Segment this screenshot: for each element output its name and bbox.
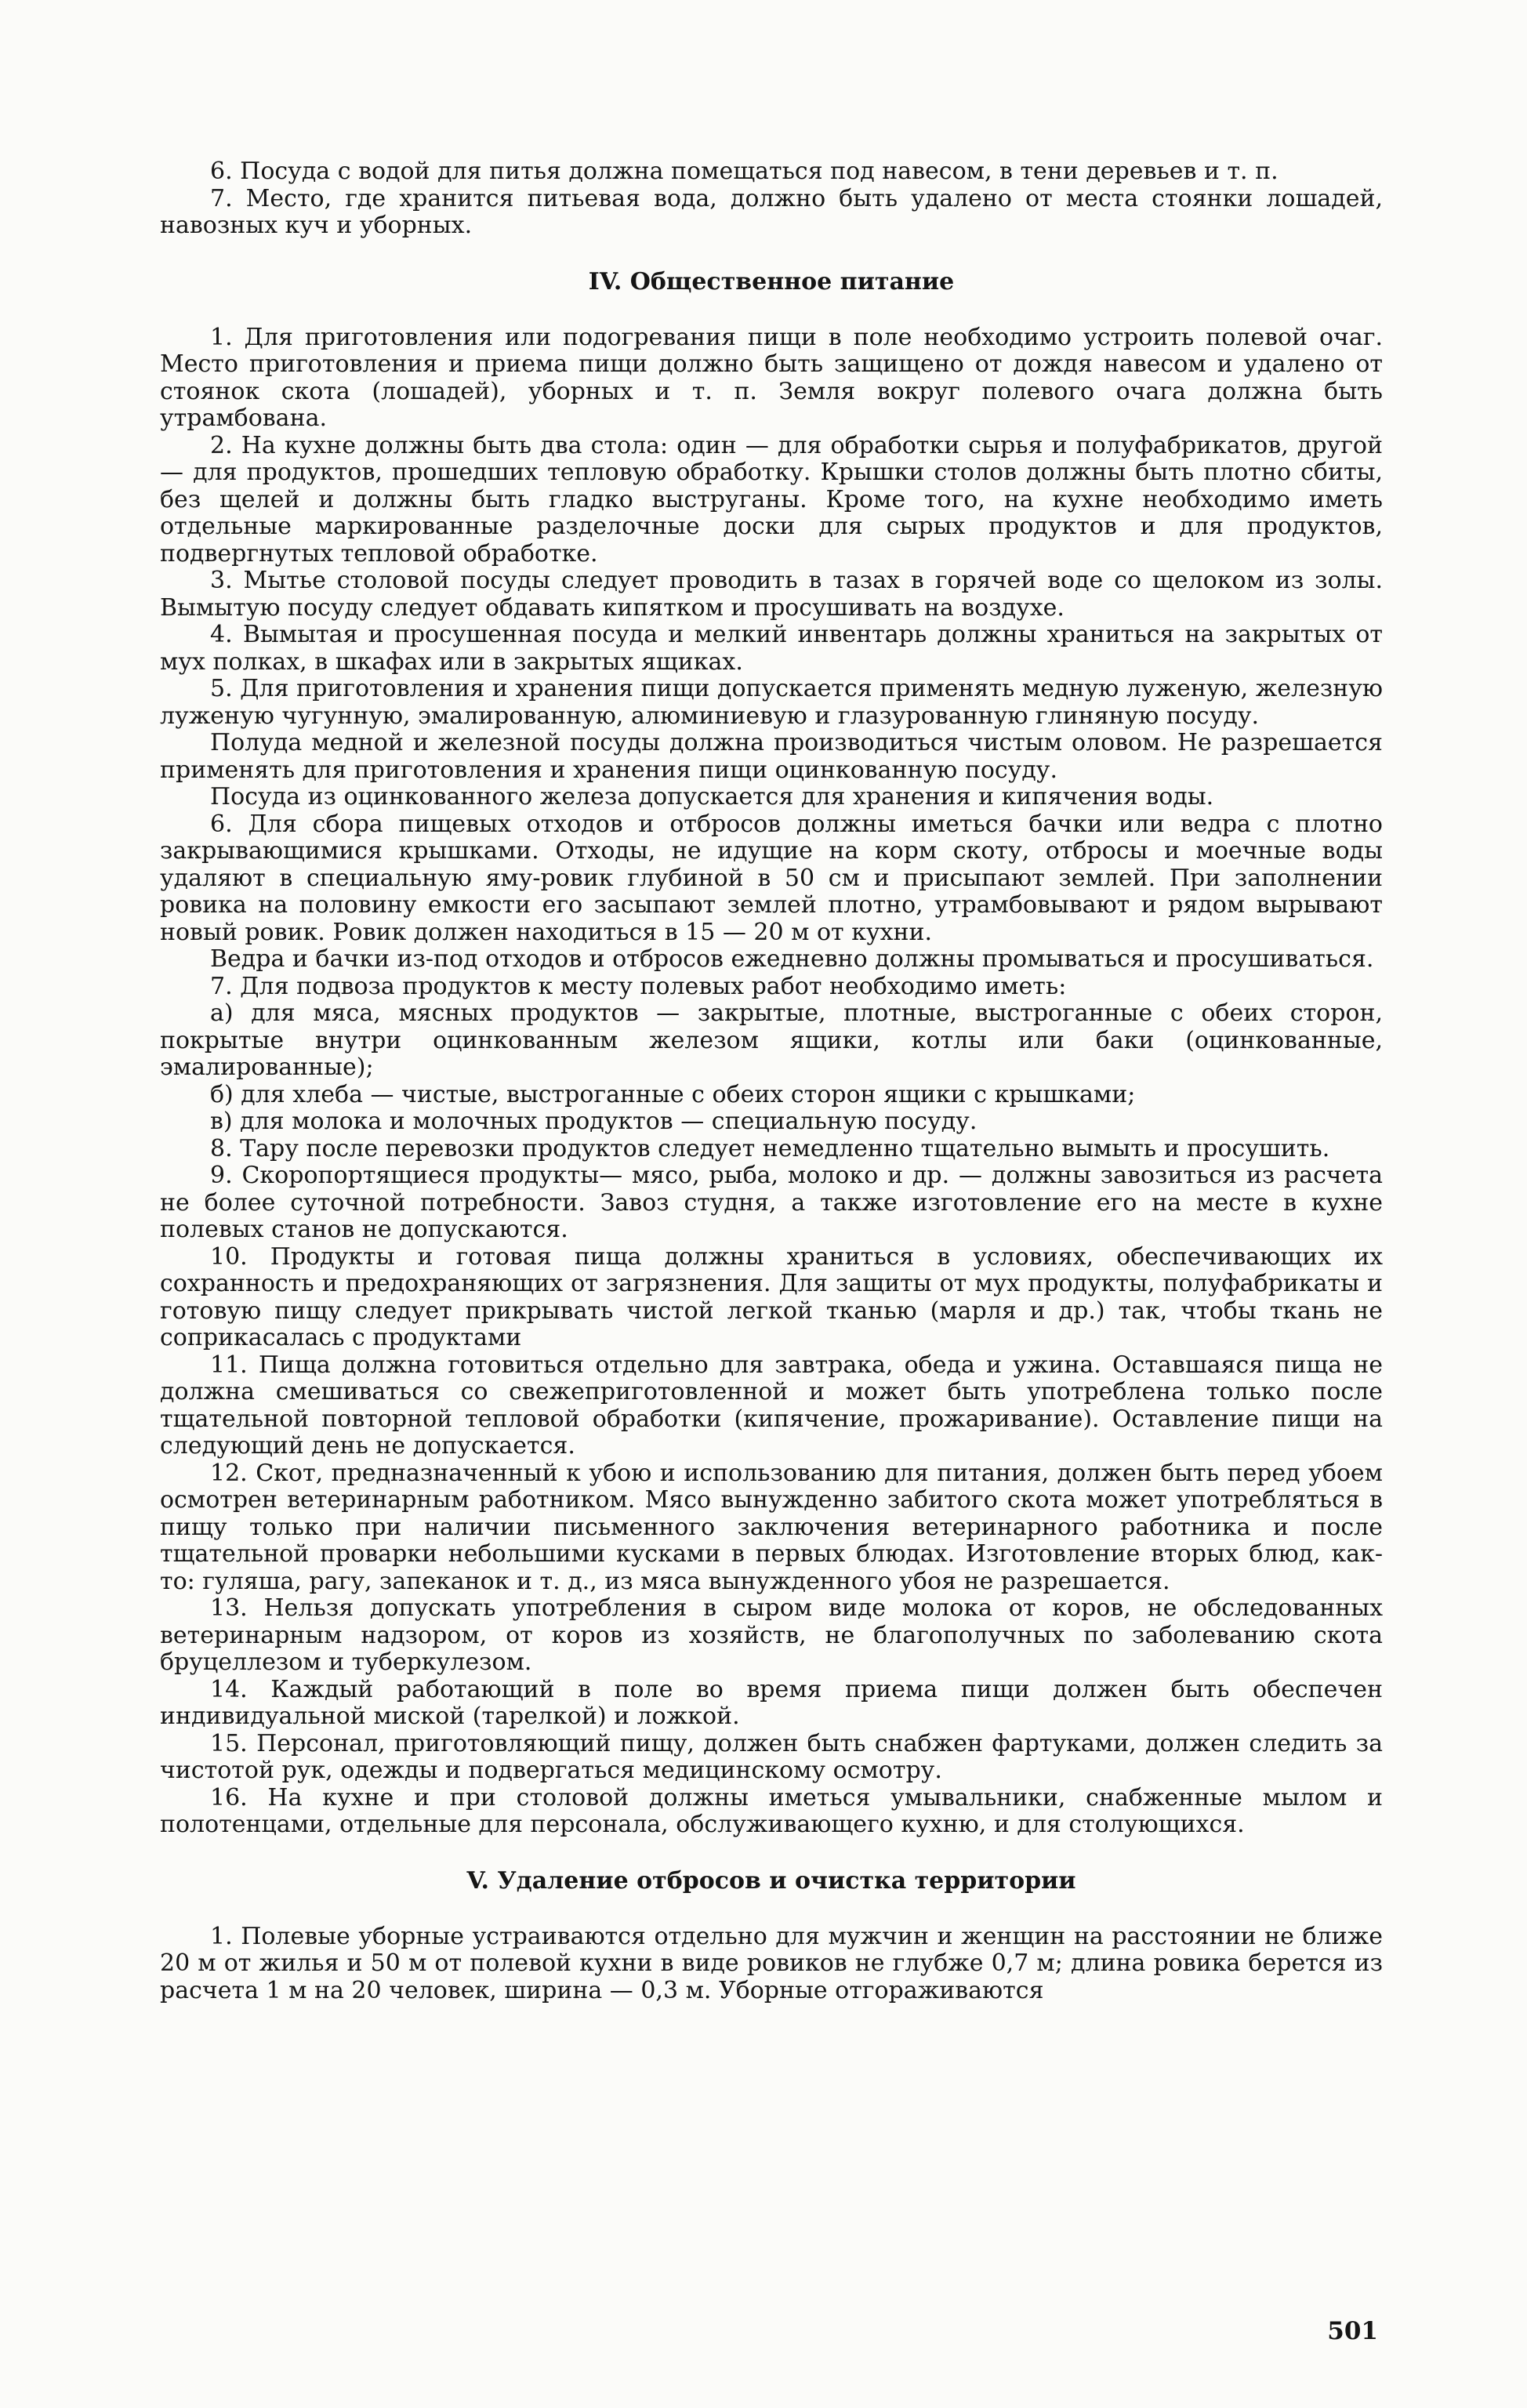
- paragraph: 8. Тару после перевозки продуктов следует немедленно тщательно вымыть и просушить.: [210, 1134, 1330, 1162]
- section-5-title: V. Удаление отбросов и очистка территории: [466, 1866, 1076, 1895]
- paragraph: 5. Для приготовления и хранения пищи допускается применять медную луженую, железную луженую чугунную, эмалированную, алюминиевую и глазурованную глиняную посуду.: [160, 675, 1383, 730]
- paragraph: 10. Продукты и готовая пища должны храниться в условиях, обеспечивающих их сохранность и предохраняющих от загрязнения. Для защиты от мух продукты, полуфабрикаты и готовую пищу следует прикрывать чистой легкой тканью (марля и др.) так, чтобы ткань не соприкасалась с продуктами: [160, 1242, 1383, 1351]
- section-5-body: [160, 1924, 1383, 2005]
- paragraph: Ведра и бачки из-под отходов и отбросов ежедневно должны промываться и просушиваться.: [210, 945, 1374, 973]
- paragraph: 12. Скот, предназначенный к убою и использованию для питания, должен быть перед убоем осмотрен ветеринарным работником. Мясо вынужденно забитого скота может употребляться в пищу только при наличии письменного заключения ветеринарного работника и после тщательной проварки небольшими кусками в первых блюдах. Изготовление вторых блюд, как-то: гуляша, рагу, запеканок и т. д., из мяса вынужденного убоя не разрешается.: [160, 1459, 1383, 1595]
- paragraph: 11. Пища должна готовиться отдельно для завтрака, обеда и ужина. Оставшаяся пища не должна смешиваться со свежеприготовленной и может быть употреблена только после тщательной повторной тепловой обработки (кипячение, прожаривание). Оставление пищи на следующий день не допускается.: [160, 1351, 1383, 1460]
- paragraph: 6. Посуда с водой для питья должна помещаться под навесом, в тени деревьев и т. п.: [210, 158, 1279, 185]
- intro-block: [160, 158, 1383, 240]
- paragraph: Посуда из оцинкованного железа допускается для хранения и кипячения воды.: [210, 783, 1214, 811]
- paragraph: 14. Каждый работающий в поле во время приема пищи должен быть обеспечен индивидуальной миской (тарелкой) и ложкой.: [160, 1675, 1383, 1730]
- paragraph: 7. Место, где хранится питьевая вода, должно быть удалено от места стоянки лошадей, навозных куч и уборных.: [160, 184, 1383, 239]
- section-4-body: [160, 325, 1383, 1839]
- paragraph: 6. Для сбора пищевых отходов и отбросов должны иметься бачки или ведра с плотно закрывающимися крышками. Отходы, не идущие на корм скоту, отбросы и моечные воды удаляют в специальную яму-ровик глубиной в 50 см и присыпают землей. При заполнении ровика на половину емкости его засыпают землей плотно, утрамбовывают и рядом вырывают новый ровик. Ровик должен находиться в 15 — 20 м от кухни.: [160, 810, 1383, 946]
- paragraph: 15. Персонал, приготовляющий пищу, должен быть снабжен фартуками, должен следить за чистотой рук, одежды и подвергаться медицинскому осмотру.: [160, 1729, 1383, 1784]
- paragraph: 1. Для приготовления или подогревания пищи в поле необходимо устроить полевой очаг. Место приготовления и приема пищи должно быть защищено от дождя навесом и удалено от стоянок скота (лошадей), уборных и т. п. Земля вокруг полевого очага должна быть утрамбована.: [160, 323, 1383, 432]
- paragraph: б) для хлеба — чистые, выстроганные с обеих сторон ящики с крышками;: [210, 1080, 1136, 1108]
- section-4-title: IV. Общественное питание: [588, 267, 955, 296]
- paragraph: а) для мяса, мясных продуктов — закрытые, плотные, выстроганные с обеих сторон, покрытые внутри оцинкованным железом ящики, котлы или баки (оцинкованные, эмалированные);: [160, 999, 1383, 1081]
- paragraph: в) для молока и молочных продуктов — специальную посуду.: [210, 1108, 977, 1135]
- paragraph: Полуда медной и железной посуды должна производиться чистым оловом. Не разрешается применять для приготовления и хранения пищи оцинкованную посуду.: [160, 729, 1383, 784]
- paragraph: 16. На кухне и при столовой должны иметься умывальники, снабженные мылом и полотенцами, отдельные для персонала, обслуживающего кухню, и для столующихся.: [160, 1783, 1383, 1838]
- paragraph: 4. Вымытая и просушенная посуда и мелкий инвентарь должны храниться на закрытых от мух полках, в шкафах или в закрытых ящиках.: [160, 621, 1383, 676]
- paragraph: 1. Полевые уборные устраиваются отдельно для мужчин и женщин на расстоянии не ближе 20 м от жилья и 50 м от полевой кухни в виде ровиков не глубже 0,7 м; длина ровика берется из расчета 1 м на 20 человек, ширина — 0,3 м. Уборные отгораживаются: [160, 1922, 1383, 2004]
- paragraph: 7. Для подвоза продуктов к месту полевых работ необходимо иметь:: [210, 972, 1067, 1000]
- paragraph: 3. Мытье столовой посуды следует проводить в тазах в горячей воде со щелоком из золы. Вымытую посуду следует обдавать кипятком и просушивать на воздухе.: [160, 567, 1383, 622]
- page-number: 501: [1327, 2317, 1378, 2345]
- paragraph: 13. Нельзя допускать употребления в сыром виде молока от коров, не обследованных ветеринарным надзором, от коров из хозяйств, не благополучных по заболеванию скота бруцеллезом и туберкулезом.: [160, 1594, 1383, 1676]
- paragraph: 9. Скоропортящиеся продукты— мясо, рыба, молоко и др. — должны завозиться из расчета не более суточной потребности. Завоз студня, а также изготовление его на месте в кухне полевых станов не допускаются.: [160, 1162, 1383, 1243]
- paragraph: 2. На кухне должны быть два стола: один — для обработки сырья и полуфабрикатов, другой — для продуктов, прошедших тепловую обработку. Крышки столов должны быть плотно сбиты, без щелей и должны быть гладко выструганы. Кроме того, на кухне необходимо иметь отдельные маркированные разделочные доски для сырых продуктов и для продуктов, подвергнутых тепловой обработке.: [160, 431, 1383, 568]
